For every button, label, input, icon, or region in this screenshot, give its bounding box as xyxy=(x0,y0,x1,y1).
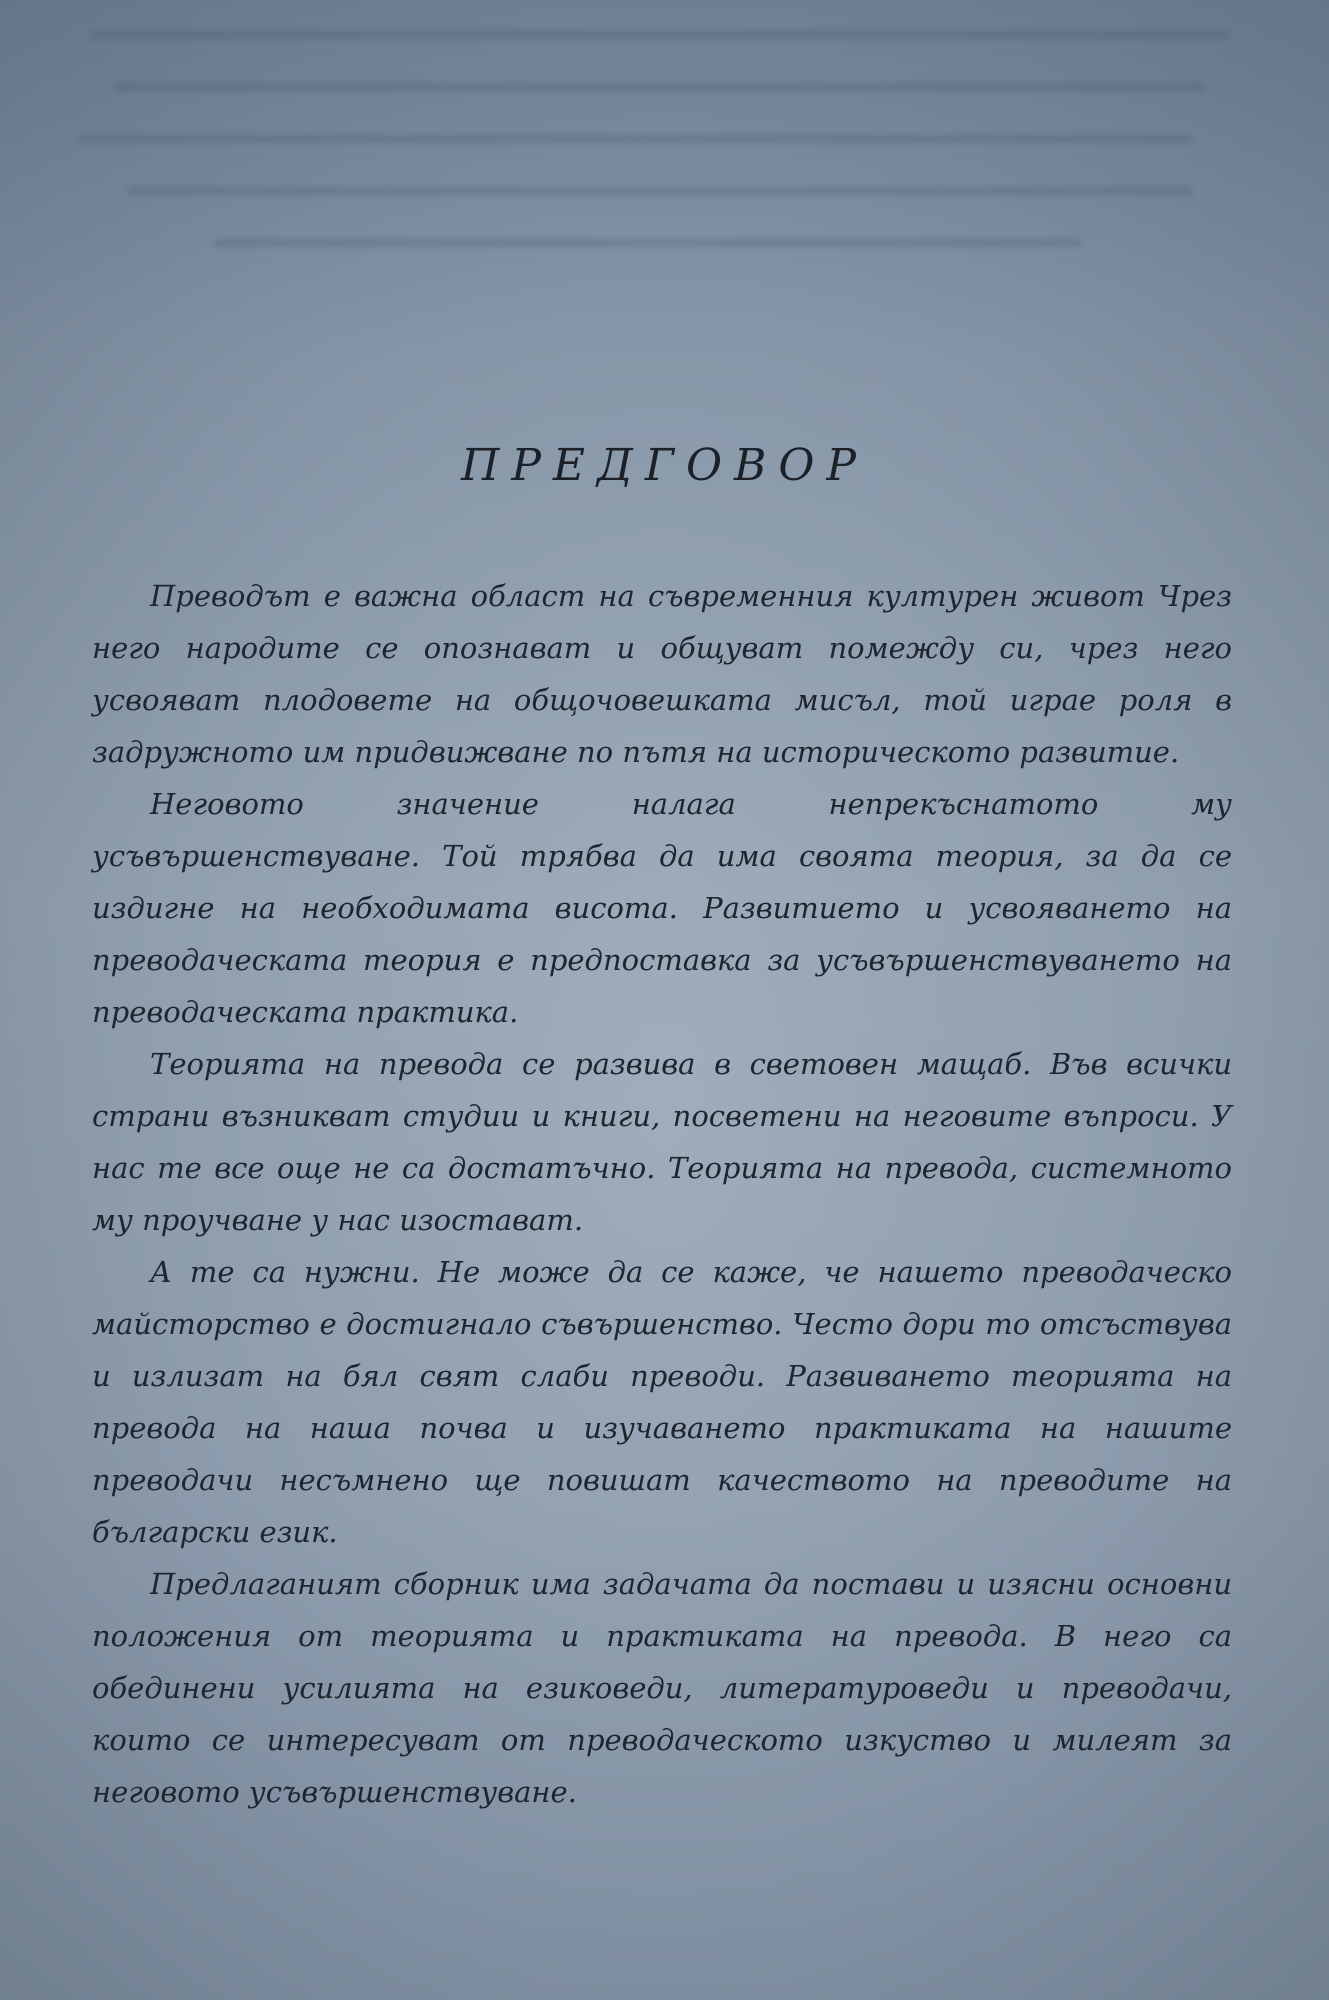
paragraph: Теорията на превода се развива в световен мащаб. Във всички страни възникват студии и книги, посветени на неговите въпроси. У нас те все още не са достатъчно. Теорията на превода, системното му проучване у нас изостават. xyxy=(92,1047,1232,1237)
show-through-text xyxy=(40,30,1280,310)
page-title: ПРЕДГОВОР xyxy=(460,440,869,491)
paragraph: Преводът е важна област на съвременния културен живот Чрез него народите се опознават и общуват помежду си, чрез него усвояват плодовете на общочовешката мисъл, той играе роля в задружното им придвижване по пътя на историческото развитие. xyxy=(92,579,1232,769)
paragraph: Неговото значение налага непрекъснатото му усъвършенствуване. Той трябва да има своята теория, за да се издигне на необходимата висота. Развитието и усвояването на преводаческата теория е предпоставка за усъвършенствуването на преводаческата практика. xyxy=(92,787,1232,1029)
paragraph: Предлаганият сборник има задачата да постави и изясни основни положения от теорията и практиката на превода. В него са обединени усилията на езиковеди, литературоведи и преводачи, които се интересуват от преводаческото изкуство и милеят за неговото усъвършенствуване. xyxy=(92,1567,1232,1809)
paragraph: А те са нужни. Не може да се каже, че нашето преводаческо майсторство е достигнало съвършенство. Често дори то отсъствува и излизат на бял свят слаби преводи. Развиването теорията на превода на наша почва и изучаването практиката на нашите преводачи несъмнено ще повишат качеството на преводите на български език. xyxy=(92,1255,1232,1549)
body-text xyxy=(92,570,1232,1818)
